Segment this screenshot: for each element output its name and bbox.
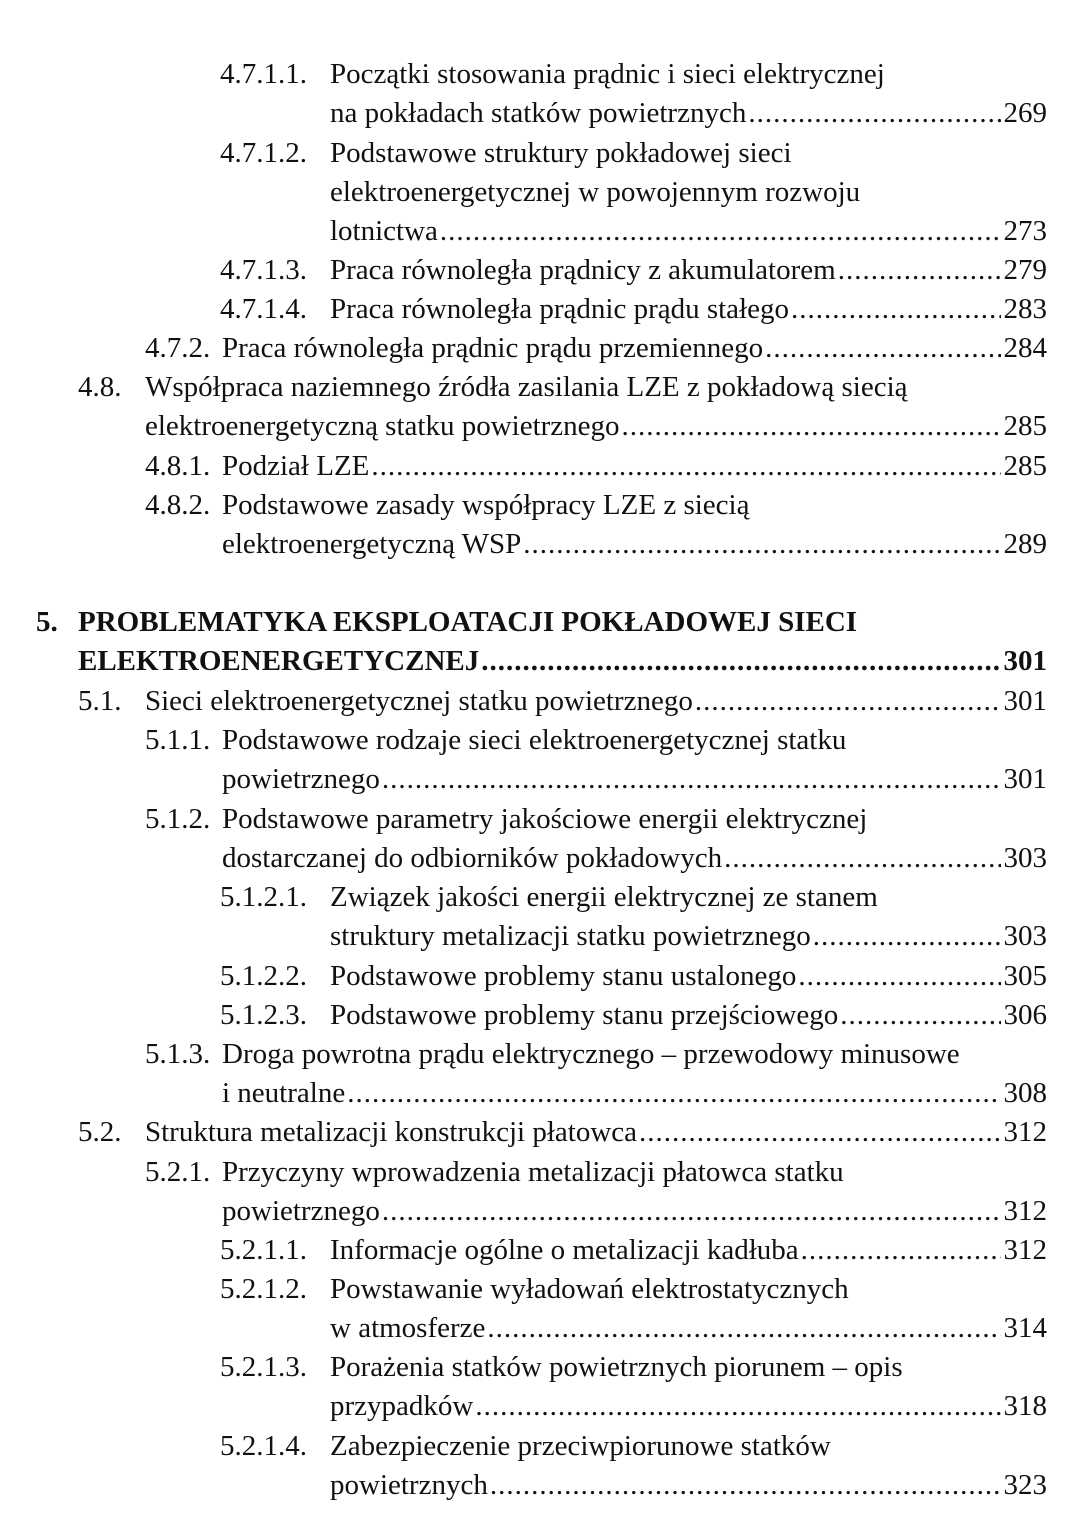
toc-entry-title: Droga powrotna prądu elektrycznego – przewodowy minusowe xyxy=(222,1038,960,1070)
dot-leader xyxy=(481,642,1000,681)
toc-entry-number: 4.7.1.4. xyxy=(220,293,307,325)
toc-entry-title: Podstawowe problemy stanu ustalonego xyxy=(330,960,797,992)
toc-entry-number: 4.7.2. xyxy=(145,332,211,364)
toc-page-number: 306 xyxy=(1003,999,1047,1031)
toc-entry-number: 5.2.1.4. xyxy=(220,1430,307,1462)
dot-leader xyxy=(813,917,1001,956)
toc-entry-title: elektroenergetyczną WSP xyxy=(222,528,522,560)
toc-page-number: 312 xyxy=(1003,1116,1047,1148)
toc-page-number: 301 xyxy=(1003,645,1047,677)
toc-entry-title: Porażenia statków powietrznych piorunem – opis xyxy=(330,1351,903,1383)
toc-page-number: 318 xyxy=(1003,1390,1047,1422)
toc-page-number: 269 xyxy=(1003,97,1047,129)
toc-entry-number: 5.1.2.1. xyxy=(220,881,307,913)
toc-page-number: 285 xyxy=(1003,410,1047,442)
toc-entry-number: 4.7.1.2. xyxy=(220,137,307,169)
dot-leader xyxy=(798,957,1000,996)
toc-entry-title: Zabezpieczenie przeciwpiorunowe statków xyxy=(330,1430,831,1462)
toc-entry-number: 5.1. xyxy=(78,685,122,717)
dot-leader xyxy=(622,407,1001,446)
dot-leader xyxy=(382,760,1001,799)
toc-entry-title: na pokładach statków powietrznych xyxy=(330,97,747,129)
dot-leader xyxy=(695,682,1001,721)
toc-entry-number: 4.7.1.1. xyxy=(220,58,307,90)
toc-entry-number: 4.7.1.3. xyxy=(220,254,307,286)
dot-leader xyxy=(801,1231,1001,1270)
dot-leader xyxy=(838,251,1001,290)
toc-entry-title: Informacje ogólne o metalizacji kadłuba xyxy=(330,1234,799,1266)
toc-entry-number: 5.2. xyxy=(78,1116,122,1148)
toc-entry-title: Praca równoległa prądnic prądu stałego xyxy=(330,293,789,325)
toc-entry-title: Struktura metalizacji konstrukcji płatowca xyxy=(145,1116,638,1148)
toc-page-number: 303 xyxy=(1003,920,1047,952)
toc-entry-title: Powstawanie wyładowań elektrostatycznych xyxy=(330,1273,849,1305)
toc-entry-title: PROBLEMATYKA EKSPLOATACJI POKŁADOWEJ SIECI xyxy=(78,606,858,638)
toc-page-number: 314 xyxy=(1003,1312,1047,1344)
dot-leader xyxy=(347,1074,1000,1113)
dot-leader xyxy=(371,447,1000,486)
dot-leader xyxy=(840,996,1000,1035)
toc-page-number: 301 xyxy=(1003,685,1047,717)
dot-leader xyxy=(639,1113,1000,1152)
toc-entry-title: Podstawowe problemy stanu przejściowego xyxy=(330,999,839,1031)
dot-leader xyxy=(748,94,1000,133)
toc-entry-number: 5. xyxy=(36,606,58,638)
dot-leader xyxy=(440,212,1001,251)
toc-entry-title: Podstawowe zasady współpracy LZE z siecią xyxy=(222,489,750,521)
toc-page-number: 305 xyxy=(1003,960,1047,992)
toc-entry-number: 5.2.1.2. xyxy=(220,1273,307,1305)
toc-entry-number: 5.1.2. xyxy=(145,803,211,835)
toc-entry-number: 5.1.2.2. xyxy=(220,960,307,992)
toc-page-number: 301 xyxy=(1003,763,1047,795)
toc-entry-title: Praca równoległa prądnic prądu przemiennego xyxy=(222,332,764,364)
toc-entry-title: ELEKTROENERGETYCZNEJ xyxy=(78,645,480,677)
dot-leader xyxy=(487,1309,1000,1348)
toc-entry-title: elektroenergetyczną statku powietrznego xyxy=(145,410,620,442)
toc-page-number: 323 xyxy=(1003,1469,1047,1501)
toc-entry-title: Podstawowe struktury pokładowej sieci xyxy=(330,137,792,169)
toc-entry-number: 4.8. xyxy=(78,371,122,403)
toc-page-number: 312 xyxy=(1003,1195,1047,1227)
toc-entry-title: dostarczanej do odbiorników pokładowych xyxy=(222,842,723,874)
toc-page-number: 273 xyxy=(1003,215,1047,247)
toc-page-number: 303 xyxy=(1003,842,1047,874)
dot-leader xyxy=(523,525,1000,564)
toc-page-number: 308 xyxy=(1003,1077,1047,1109)
toc-entry-title: Współpraca naziemnego źródła zasilania LZE z pokładową siecią xyxy=(145,371,908,403)
toc-entry-title: struktury metalizacji statku powietrznego xyxy=(330,920,811,952)
toc-entry-title: Początki stosowania prądnic i sieci elektrycznej xyxy=(330,58,885,90)
dot-leader xyxy=(791,290,1001,329)
toc-entry-number: 5.2.1. xyxy=(145,1156,211,1188)
toc-entry-number: 5.1.3. xyxy=(145,1038,211,1070)
toc-entry-title: Praca równoległa prądnicy z akumulatorem xyxy=(330,254,836,286)
toc-entry-title: i neutralne xyxy=(222,1077,346,1109)
toc-entry-title: Związek jakości energii elektrycznej ze stanem xyxy=(330,881,878,913)
toc-entry-title: Sieci elektroenergetycznej statku powietrznego xyxy=(145,685,693,717)
dot-leader xyxy=(475,1387,1000,1426)
toc-entry-title: Przyczyny wprowadzenia metalizacji płatowca statku xyxy=(222,1156,844,1188)
dot-leader xyxy=(490,1466,1001,1505)
toc-page-number: 289 xyxy=(1003,528,1047,560)
toc-entry-number: 5.2.1.1. xyxy=(220,1234,307,1266)
toc-page-number: 285 xyxy=(1003,450,1047,482)
toc-entry-title: powietrznego xyxy=(222,1195,380,1227)
toc-entry-number: 4.8.2. xyxy=(145,489,211,521)
toc-entry-title: w atmosferze xyxy=(330,1312,486,1344)
toc-page-number: 279 xyxy=(1003,254,1047,286)
toc-entry-title: Podstawowe parametry jakościowe energii elektrycznej xyxy=(222,803,868,835)
toc-page-number: 312 xyxy=(1003,1234,1047,1266)
toc-entry-title: powietrznych xyxy=(330,1469,488,1501)
dot-leader xyxy=(382,1192,1001,1231)
toc-page-number: 283 xyxy=(1003,293,1047,325)
dot-leader xyxy=(724,839,1000,878)
toc-entry-title: lotnictwa xyxy=(330,215,438,247)
dot-leader xyxy=(765,329,1000,368)
toc-entry-title: Podział LZE xyxy=(222,450,370,482)
toc-entry-title: Podstawowe rodzaje sieci elektroenergetycznej statku xyxy=(222,724,847,756)
toc-entry-title: przypadków xyxy=(330,1390,474,1422)
toc-entry-title: powietrznego xyxy=(222,763,380,795)
toc-entry-number: 5.2.1.3. xyxy=(220,1351,307,1383)
toc-entry-title: elektroenergetycznej w powojennym rozwoju xyxy=(330,176,861,208)
toc-entry-number: 5.1.1. xyxy=(145,724,211,756)
toc-page-number: 284 xyxy=(1003,332,1047,364)
toc-entry-number: 4.8.1. xyxy=(145,450,211,482)
toc-entry-number: 5.1.2.3. xyxy=(220,999,307,1031)
